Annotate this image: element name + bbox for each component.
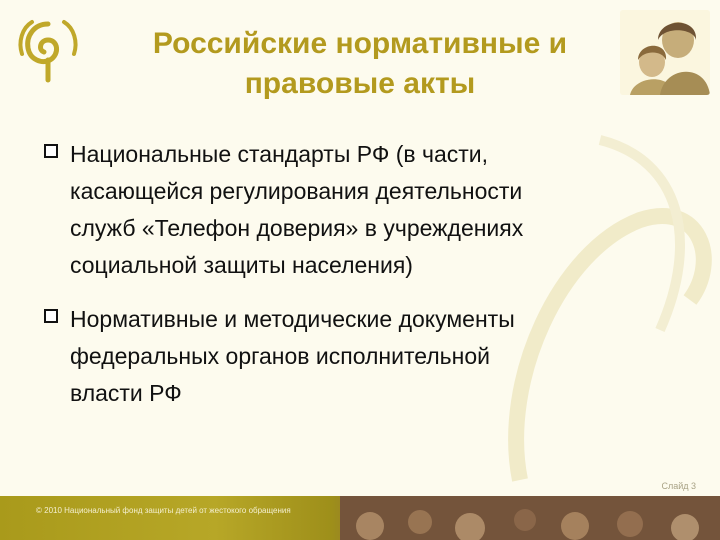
bullet-line: Нормативные и методические документы (70, 306, 515, 332)
list-item (44, 301, 664, 412)
title-line-2: правовые акты (244, 67, 476, 100)
page-title (100, 24, 620, 104)
list-item (44, 136, 664, 284)
children-photo (620, 10, 710, 95)
title-line-1: Российские нормативные и (152, 27, 568, 60)
bullet-line: власти РФ (70, 380, 182, 406)
bullet-line: служб «Телефон доверия» в учреждениях (70, 215, 524, 241)
bullet-line: Национальные стандарты РФ (в части, (70, 141, 489, 167)
footer-copyright: © 2010 Национальный фонд защиты детей от жестокого обращения (36, 506, 291, 515)
foundation-logo-icon (14, 14, 82, 86)
slide-number: Слайд 3 (661, 481, 696, 491)
bullet-line: социальной защиты населения) (70, 252, 413, 278)
footer-bar (0, 496, 720, 540)
bullet-line: федеральных органов исполнительной (70, 343, 490, 369)
bullet-line: касающейся регулирования деятельности (70, 178, 523, 204)
square-bullet-icon (44, 309, 58, 323)
square-bullet-icon (44, 144, 58, 158)
footer-photo-strip (340, 496, 720, 540)
